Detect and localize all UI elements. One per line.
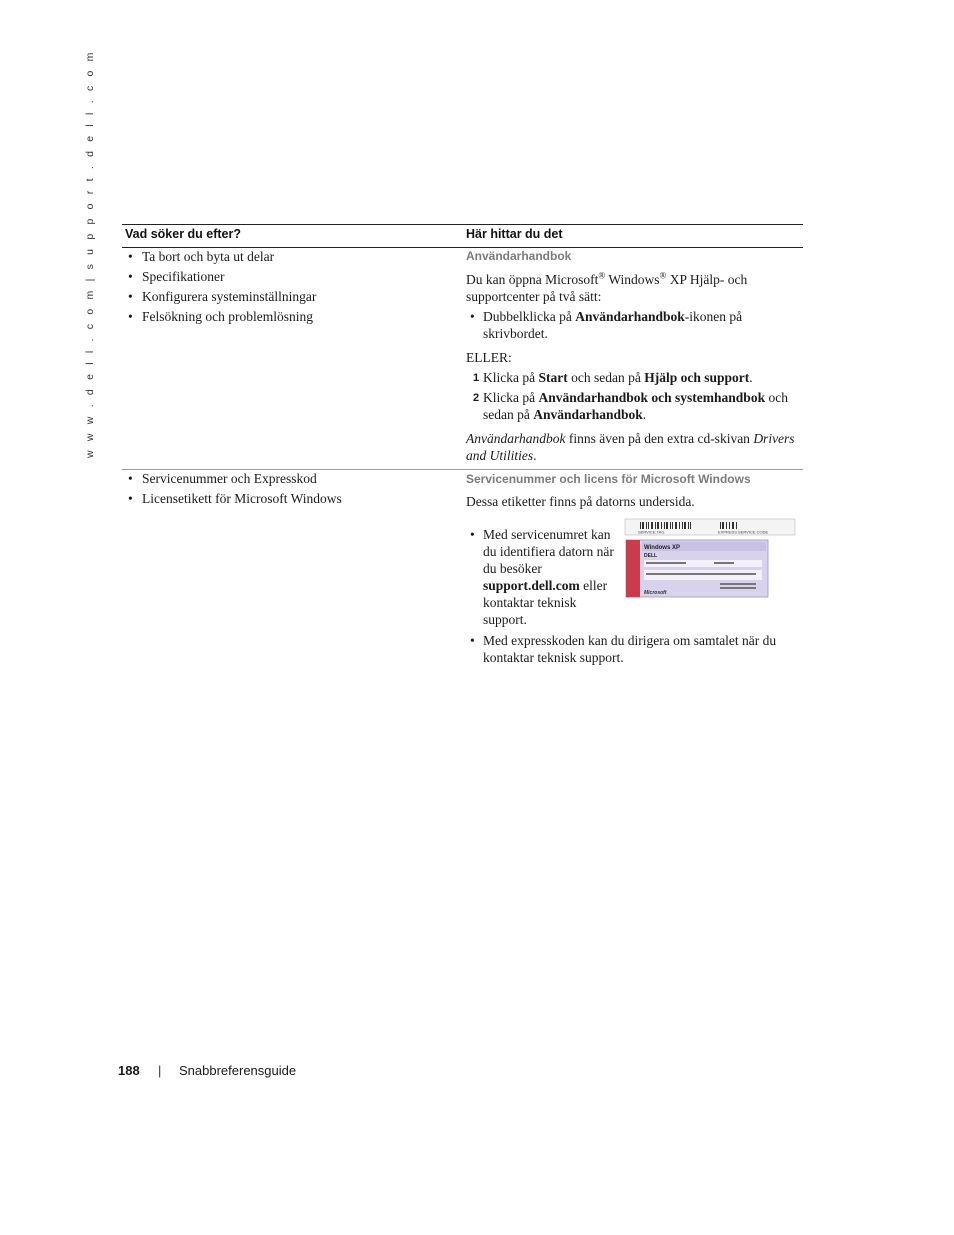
col1-header: Vad söker du efter? [125,227,242,241]
service-tag-label-image [624,518,796,606]
intro-text: Windows [605,272,660,287]
col2-header: Här hittar du det [466,227,563,241]
support-link-text: support.dell.com [483,578,580,593]
note-italic: Användarhandbok [466,431,566,446]
step-text: och sedan på [567,370,645,385]
step-text: Klicka på [483,390,539,405]
row1-note [466,430,796,464]
row2-left-list [128,469,342,509]
row1-left-list [128,247,316,327]
table-top-rule [122,224,803,225]
list-item: • Konfigurera systeminställningar [128,287,316,307]
row1-bullet: • Dubbelklicka på Användarhandbok-ikonen på skrivbordet. [470,309,743,341]
step-text: . [642,407,647,422]
registered-mark: ® [659,270,667,281]
bullet-bold: Användarhandbok [575,309,685,324]
list-item: • Licensetikett för Microsoft Windows [128,489,342,509]
step-2 [466,389,796,423]
page-number: 188 [118,1063,140,1078]
step-1 [466,369,796,386]
note-text: finns även på den extra cd-skivan [565,431,754,446]
list-item: • Servicenummer och Expresskod [128,469,342,489]
bullet-text: eller kontaktar teknisk support. [483,578,608,627]
step-bold: Start [538,370,568,385]
note-italic: Drivers and Utilities [466,431,795,463]
step-bold: Användarhandbok [533,407,643,422]
step-bold: Användarhandbok och systemhandbok [538,390,766,405]
bullet-text: -ikonen på skrivbordet. [483,309,743,341]
or-text: ELLER: [466,350,512,365]
list-item: • Felsökning och problemlösning [128,307,316,327]
bullet-text: Med expresskoden kan du dirigera om samtalet när du kontaktar teknisk support. [483,633,777,665]
label-express-text: EXPRESS SERVICE CODE [718,529,769,535]
row2-bullet-1: • Med servicenumret kan du identifiera datorn när du besöker support.dell.com eller kontaktar teknisk support. [470,527,614,627]
side-url: w w w . d e l l . c o m | s u p p o r t . d e l l . c o m [84,49,96,458]
step-number: 2 [473,392,480,404]
section-title-service-tag: Servicenummer och licens för Microsoft Windows [466,472,751,486]
note-text: . [533,448,537,463]
label-dell-text: DELL [644,553,658,559]
list-item: • Specifikationer [128,267,316,287]
step-text: . [749,370,753,385]
footer-separator: | [158,1063,162,1078]
intro-text: Du kan öppna Microsoft [466,272,599,287]
label-service-text: SERVICE TAG [638,529,665,535]
intro-text: XP Hjälp- och supportcenter på två sätt: [466,272,748,304]
step-text: och sedan på [483,390,788,422]
label-windows-text: Windows XP [644,545,680,551]
step-text: Klicka på [483,370,539,385]
bullet-text: Med servicenumret kan du identifiera datorn när du besöker [483,527,614,576]
section-title-user-guide: Användarhandbok [466,249,572,263]
registered-mark: ® [598,270,606,281]
label-microsoft-text: Microsoft [644,590,667,596]
step-bold: Hjälp och support [644,370,750,385]
row1-intro [466,271,796,305]
bullet-text: Dubbelklicka på [483,309,576,324]
step-number: 1 [473,372,480,384]
row2-bullet-2: • Med expresskoden kan du dirigera om samtalet när du kontaktar teknisk support. [470,633,777,665]
list-item: • Ta bort och byta ut delar [128,247,316,267]
row2-intro: Dessa etiketter finns på datorns undersida. [466,494,695,509]
footer-title: Snabbreferensguide [179,1063,297,1078]
